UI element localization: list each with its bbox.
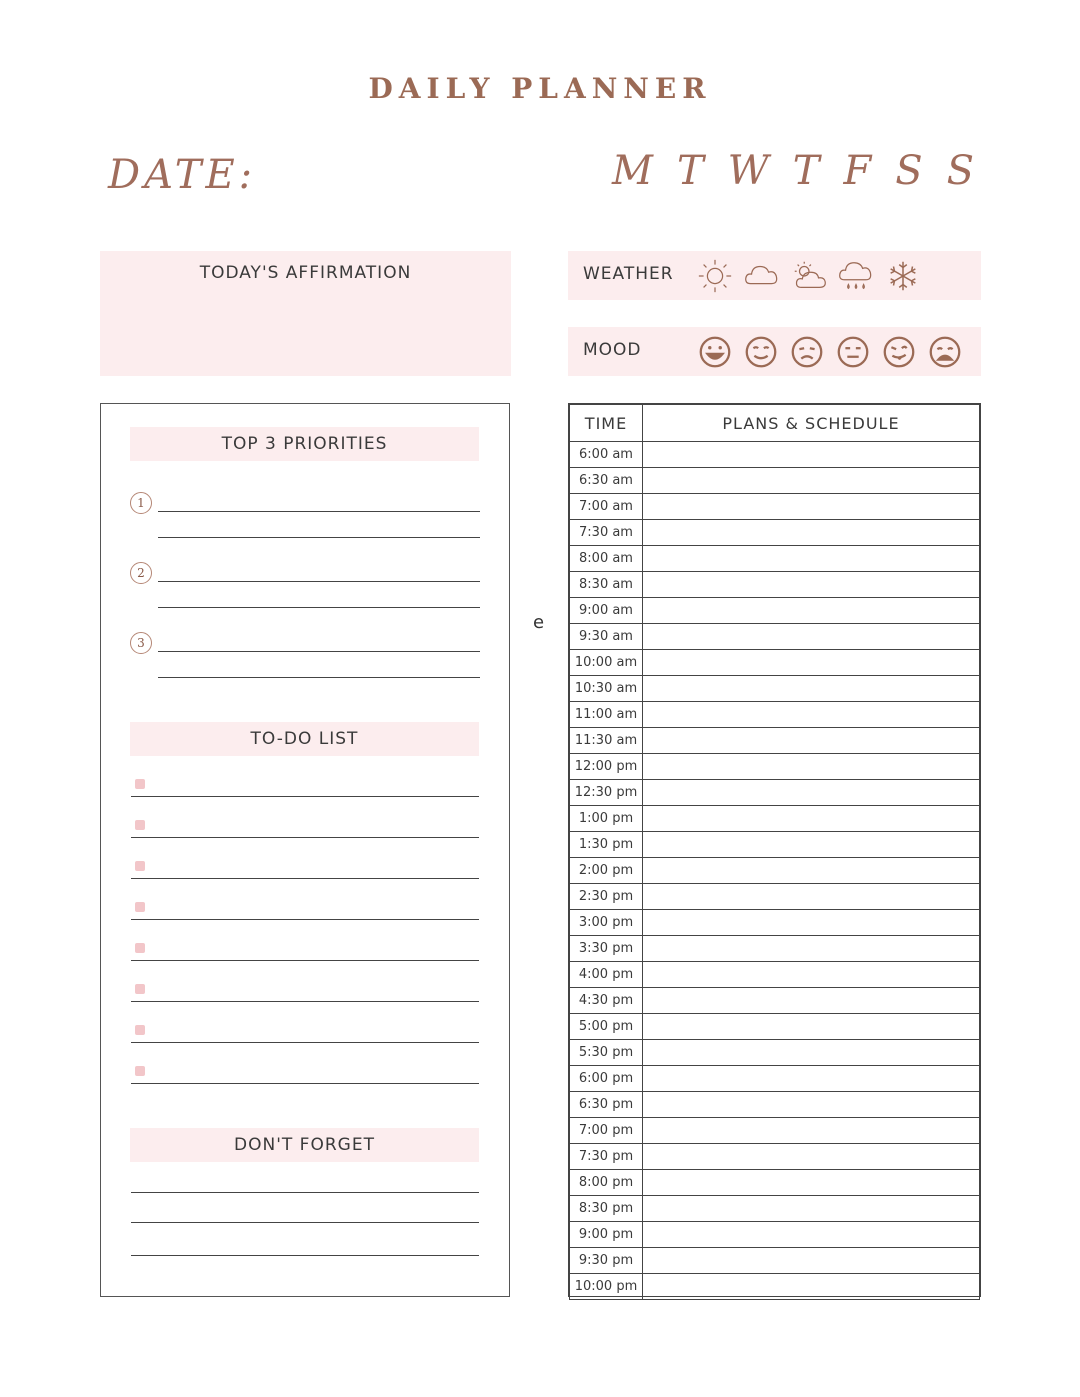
schedule-row: [570, 494, 980, 520]
schedule-plan-cell[interactable]: [643, 858, 980, 884]
schedule-plan-cell[interactable]: [643, 494, 980, 520]
schedule-time: 11:00 am: [570, 702, 643, 728]
schedule-time: 1:00 pm: [570, 806, 643, 832]
day-sunday[interactable]: S: [946, 148, 979, 194]
sad-face-icon[interactable]: [788, 333, 826, 371]
dont-forget-line[interactable]: [131, 1255, 479, 1256]
schedule-time: 7:00 am: [570, 494, 643, 520]
dont-forget-line[interactable]: [131, 1222, 479, 1223]
schedule-row: [570, 832, 980, 858]
schedule-plan-cell[interactable]: [643, 1066, 980, 1092]
schedule-row: [570, 1118, 980, 1144]
schedule-row: [570, 1170, 980, 1196]
schedule-plan-cell[interactable]: [643, 806, 980, 832]
affirmation-box[interactable]: [100, 251, 511, 376]
schedule-time: 6:00 am: [570, 442, 643, 468]
schedule-row: [570, 520, 980, 546]
content-face-icon[interactable]: [742, 333, 780, 371]
snowflake-icon[interactable]: [884, 257, 922, 295]
priority-line[interactable]: [158, 581, 480, 582]
schedule-time: 10:00 pm: [570, 1274, 643, 1300]
schedule-plan-cell[interactable]: [643, 988, 980, 1014]
time-column-header: TIME: [570, 405, 643, 442]
todo-line[interactable]: [131, 960, 479, 961]
todo-line[interactable]: [131, 1083, 479, 1084]
schedule-row: [570, 1222, 980, 1248]
priority-number: 2: [130, 562, 152, 584]
schedule-plan-cell[interactable]: [643, 1144, 980, 1170]
schedule-time: 8:30 pm: [570, 1196, 643, 1222]
todo-header: TO-DO LIST: [130, 722, 479, 756]
weekday-selector: [612, 148, 978, 194]
schedule-row: [570, 1196, 980, 1222]
todo-line[interactable]: [131, 1042, 479, 1043]
schedule-plan-cell[interactable]: [643, 572, 980, 598]
schedule-time: 9:30 pm: [570, 1248, 643, 1274]
schedule-plan-cell[interactable]: [643, 1196, 980, 1222]
schedule-time: 7:30 am: [570, 520, 643, 546]
schedule-plan-cell[interactable]: [643, 832, 980, 858]
schedule-row: [570, 468, 980, 494]
schedule-time: 8:00 pm: [570, 1170, 643, 1196]
weather-row: [568, 251, 981, 300]
weather-label: WEATHER: [583, 264, 674, 284]
happy-face-icon[interactable]: [696, 333, 734, 371]
todo-line[interactable]: [131, 837, 479, 838]
schedule-plan-cell[interactable]: [643, 598, 980, 624]
schedule-plan-cell[interactable]: [643, 546, 980, 572]
page-title: DAILY PLANNER: [368, 72, 712, 105]
schedule-plan-cell[interactable]: [643, 624, 980, 650]
schedule-row: [570, 936, 980, 962]
schedule-plan-cell[interactable]: [643, 1092, 980, 1118]
schedule-time: 9:00 am: [570, 598, 643, 624]
schedule-time: 10:00 am: [570, 650, 643, 676]
todo-checkbox[interactable]: [135, 1066, 145, 1076]
schedule-plan-cell[interactable]: [643, 884, 980, 910]
todo-line[interactable]: [131, 796, 479, 797]
schedule-plan-cell[interactable]: [643, 728, 980, 754]
todo-checkbox[interactable]: [135, 1025, 145, 1035]
priority-line[interactable]: [158, 511, 480, 512]
schedule-row: [570, 442, 980, 468]
schedule-row: [570, 910, 980, 936]
schedule-row: [570, 598, 980, 624]
day-saturday[interactable]: S: [895, 148, 927, 194]
schedule-plan-cell[interactable]: [643, 780, 980, 806]
cloud-icon[interactable]: [743, 257, 781, 295]
priority-line[interactable]: [158, 607, 480, 608]
mood-row: [568, 327, 981, 376]
schedule-table: [568, 403, 981, 1297]
schedule-time: 8:00 am: [570, 546, 643, 572]
plans-column-header: PLANS & SCHEDULE: [643, 405, 980, 442]
day-friday[interactable]: F: [843, 148, 876, 194]
schedule-row: [570, 572, 980, 598]
schedule-row: [570, 1040, 980, 1066]
todo-line[interactable]: [131, 919, 479, 920]
schedule-time: 6:30 pm: [570, 1092, 643, 1118]
stray-character: e: [533, 612, 545, 633]
schedule-plan-cell[interactable]: [643, 702, 980, 728]
schedule-time: 8:30 am: [570, 572, 643, 598]
schedule-time: 7:00 pm: [570, 1118, 643, 1144]
schedule-plan-cell[interactable]: [643, 468, 980, 494]
dont-forget-line[interactable]: [131, 1192, 479, 1193]
priority-line[interactable]: [158, 651, 480, 652]
priority-line[interactable]: [158, 537, 480, 538]
dont-forget-header: DON'T FORGET: [130, 1128, 479, 1162]
schedule-time: 10:30 am: [570, 676, 643, 702]
schedule-row: [570, 780, 980, 806]
schedule-time: 1:30 pm: [570, 832, 643, 858]
schedule-time: 5:00 pm: [570, 1014, 643, 1040]
schedule-plan-cell[interactable]: [643, 754, 980, 780]
schedule-plan-cell[interactable]: [643, 1248, 980, 1274]
schedule-row: [570, 728, 980, 754]
todo-line[interactable]: [131, 1001, 479, 1002]
schedule-row: [570, 702, 980, 728]
schedule-plan-cell[interactable]: [643, 1118, 980, 1144]
schedule-time: 11:30 am: [570, 728, 643, 754]
todo-checkbox[interactable]: [135, 984, 145, 994]
schedule-row: [570, 884, 980, 910]
day-monday[interactable]: M: [612, 148, 657, 194]
schedule-time: 12:30 pm: [570, 780, 643, 806]
schedule-row: [570, 962, 980, 988]
schedule-time: 4:00 pm: [570, 962, 643, 988]
schedule-time: 7:30 pm: [570, 1144, 643, 1170]
schedule-plan-cell[interactable]: [643, 1170, 980, 1196]
schedule-time: 6:30 am: [570, 468, 643, 494]
schedule-time: 4:30 pm: [570, 988, 643, 1014]
schedule-row: [570, 676, 980, 702]
schedule-time: 9:30 am: [570, 624, 643, 650]
rain-icon[interactable]: [837, 257, 875, 295]
priority-line[interactable]: [158, 677, 480, 678]
schedule-time: 12:00 pm: [570, 754, 643, 780]
day-thursday[interactable]: T: [792, 148, 824, 194]
schedule-row: [570, 1014, 980, 1040]
schedule-time: 3:30 pm: [570, 936, 643, 962]
schedule-time: 9:00 pm: [570, 1222, 643, 1248]
todo-checkbox[interactable]: [135, 943, 145, 953]
schedule-plan-cell[interactable]: [643, 962, 980, 988]
schedule-time: 5:30 pm: [570, 1040, 643, 1066]
affirmation-header: TODAY'S AFFIRMATION: [199, 263, 412, 283]
schedule-plan-cell[interactable]: [643, 442, 980, 468]
day-tuesday[interactable]: T: [676, 148, 708, 194]
day-wednesday[interactable]: W: [727, 148, 773, 194]
schedule-plan-cell[interactable]: [643, 1014, 980, 1040]
schedule-row: [570, 1144, 980, 1170]
priority-number: 3: [130, 632, 152, 654]
schedule-plan-cell[interactable]: [643, 1222, 980, 1248]
priority-number: 1: [130, 492, 152, 514]
sun-icon[interactable]: [696, 257, 734, 295]
schedule-plan-cell[interactable]: [643, 520, 980, 546]
schedule-row: [570, 1248, 980, 1274]
date-label: DATE:: [108, 152, 257, 198]
schedule-row: [570, 650, 980, 676]
todo-checkbox[interactable]: [135, 902, 145, 912]
schedule-plan-cell[interactable]: [643, 910, 980, 936]
upset-face-icon[interactable]: [926, 333, 964, 371]
left-panel: [100, 403, 510, 1297]
schedule-row: [570, 1092, 980, 1118]
schedule-time: 3:00 pm: [570, 910, 643, 936]
schedule-plan-cell[interactable]: [643, 650, 980, 676]
schedule-row: [570, 806, 980, 832]
schedule-row: [570, 624, 980, 650]
schedule-row: [570, 754, 980, 780]
schedule-time: 2:00 pm: [570, 858, 643, 884]
schedule-plan-cell[interactable]: [643, 1040, 980, 1066]
schedule-time: 2:30 pm: [570, 884, 643, 910]
todo-checkbox[interactable]: [135, 820, 145, 830]
schedule-time: 6:00 pm: [570, 1066, 643, 1092]
silly-face-icon[interactable]: [880, 333, 918, 371]
schedule-row: [570, 1274, 980, 1300]
schedule-plan-cell[interactable]: [643, 936, 980, 962]
todo-checkbox[interactable]: [135, 779, 145, 789]
schedule-row: [570, 1066, 980, 1092]
neutral-face-icon[interactable]: [834, 333, 872, 371]
partly-cloudy-icon[interactable]: [790, 257, 828, 295]
todo-checkbox[interactable]: [135, 861, 145, 871]
todo-line[interactable]: [131, 878, 479, 879]
schedule-row: [570, 546, 980, 572]
schedule-plan-cell[interactable]: [643, 676, 980, 702]
schedule-row: [570, 988, 980, 1014]
schedule-row: [570, 858, 980, 884]
mood-label: MOOD: [583, 340, 642, 360]
priorities-header: TOP 3 PRIORITIES: [130, 427, 479, 461]
schedule-plan-cell[interactable]: [643, 1274, 980, 1300]
